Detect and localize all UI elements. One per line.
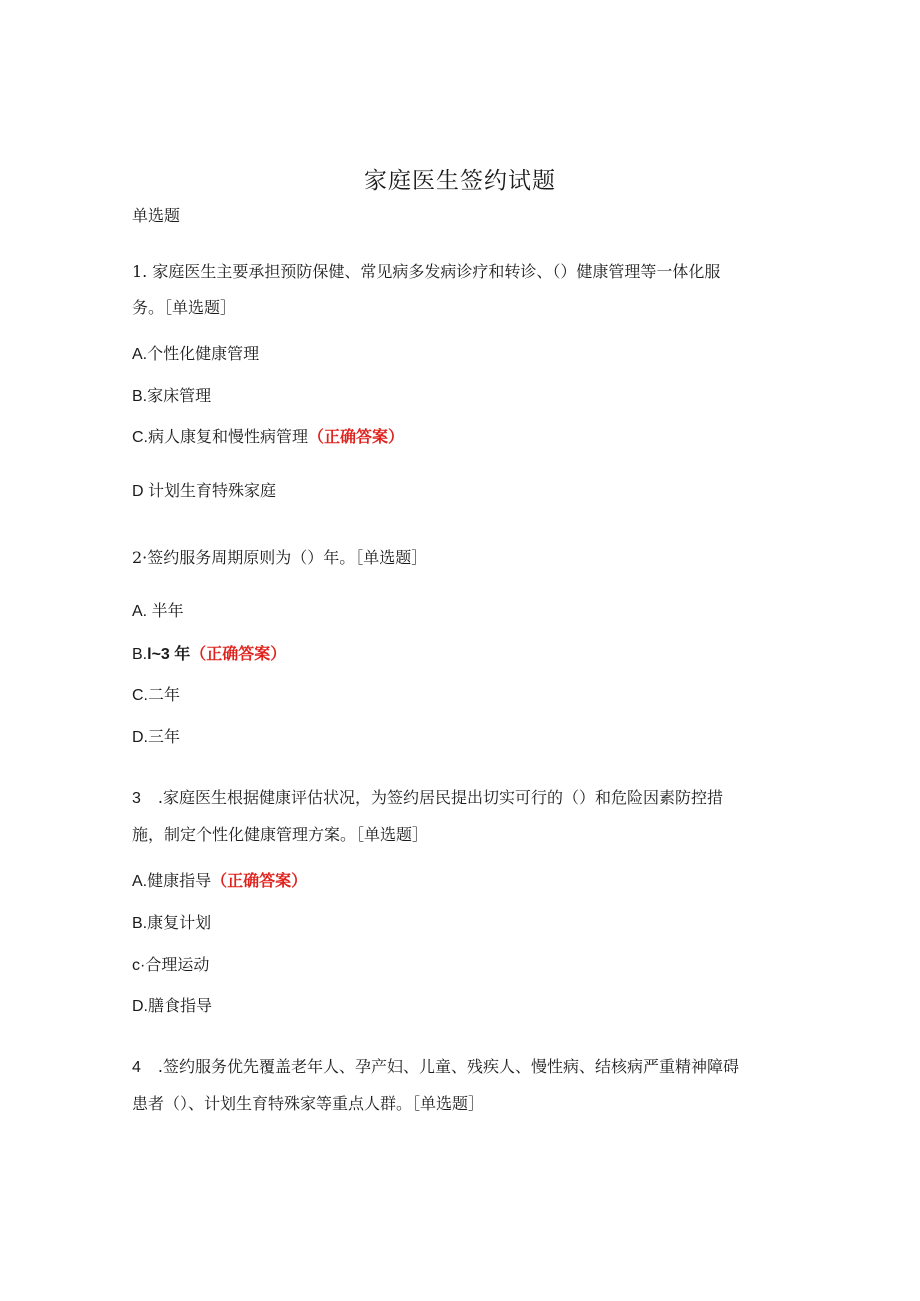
question-3-line-1: [132, 787, 723, 810]
option-text: 合理运动: [145, 955, 210, 974]
option-text: 三年: [148, 727, 181, 746]
question-2-option-a: [132, 600, 184, 623]
question-2-option-d: [132, 726, 180, 749]
question-3-option-b: [132, 912, 211, 935]
question-text: .家庭医生根据健康评估状况，为签约居民提出切实可行的（）和危险因素防控措: [157, 788, 723, 807]
option-text: 膳食指导: [148, 996, 213, 1015]
question-3-option-c: [132, 954, 209, 977]
option-text: l~3 年: [147, 646, 191, 663]
option-label: B.: [132, 915, 148, 932]
option-text: 二年: [148, 685, 181, 704]
question-1-option-b: [132, 385, 211, 408]
option-label: A.: [132, 603, 152, 620]
question-2-option-b: [132, 643, 286, 666]
correct-answer-mark: （正确答案）: [308, 427, 405, 446]
option-text: 健康指导: [147, 871, 212, 890]
correct-answer-mark: （正确答案）: [211, 871, 308, 890]
option-label: c·: [132, 957, 146, 974]
question-1-line-1: 1. 家庭医生主要承担预防保健、常见病多发病诊疗和转诊、（）健康管理等一体化服: [132, 262, 721, 281]
option-text: 半年: [151, 601, 184, 620]
question-3-line-2: 施，制定个性化健康管理方案。［单选题］: [132, 825, 429, 844]
option-label: C.: [132, 429, 148, 446]
option-text: 病人康复和慢性病管理: [148, 427, 309, 446]
option-label: C.: [132, 687, 148, 704]
option-label: D: [132, 483, 148, 500]
option-label: B.: [132, 646, 148, 663]
question-2-option-c: [132, 684, 180, 707]
option-label: A.: [132, 873, 148, 890]
question-number: 3: [132, 790, 141, 807]
document-title: 家庭医生签约试题: [364, 168, 556, 194]
option-text: 计划生育特殊家庭: [148, 481, 277, 500]
correct-answer-mark: （正确答案）: [190, 644, 287, 663]
question-3-option-d: [132, 995, 212, 1018]
section-heading: 单选题: [132, 206, 181, 225]
option-text: 康复计划: [147, 913, 212, 932]
question-2-line-1: 2·签约服务周期原则为（）年。［单选题］: [132, 548, 428, 567]
question-4-line-2: 患者（）、计划生育特殊家等重点人群。［单选题］: [132, 1094, 485, 1113]
question-1-line-2: 务。［单选题］: [132, 298, 237, 317]
option-text: 家床管理: [147, 386, 212, 405]
option-label: B.: [132, 388, 148, 405]
question-4-line-1: [132, 1056, 739, 1079]
option-label: A.: [132, 346, 148, 363]
option-label: D.: [132, 729, 148, 746]
question-1-option-d: [132, 480, 276, 503]
option-text: 个性化健康管理: [147, 344, 260, 363]
question-1-option-a: [132, 343, 259, 366]
question-1-option-c: [132, 426, 404, 449]
question-3-option-a: [132, 870, 307, 893]
question-text: .签约服务优先覆盖老年人、孕产妇、儿童、残疾人、慢性病、结核病严重精神障碍: [157, 1057, 739, 1076]
option-label: D.: [132, 998, 148, 1015]
question-number: 4: [132, 1059, 141, 1076]
